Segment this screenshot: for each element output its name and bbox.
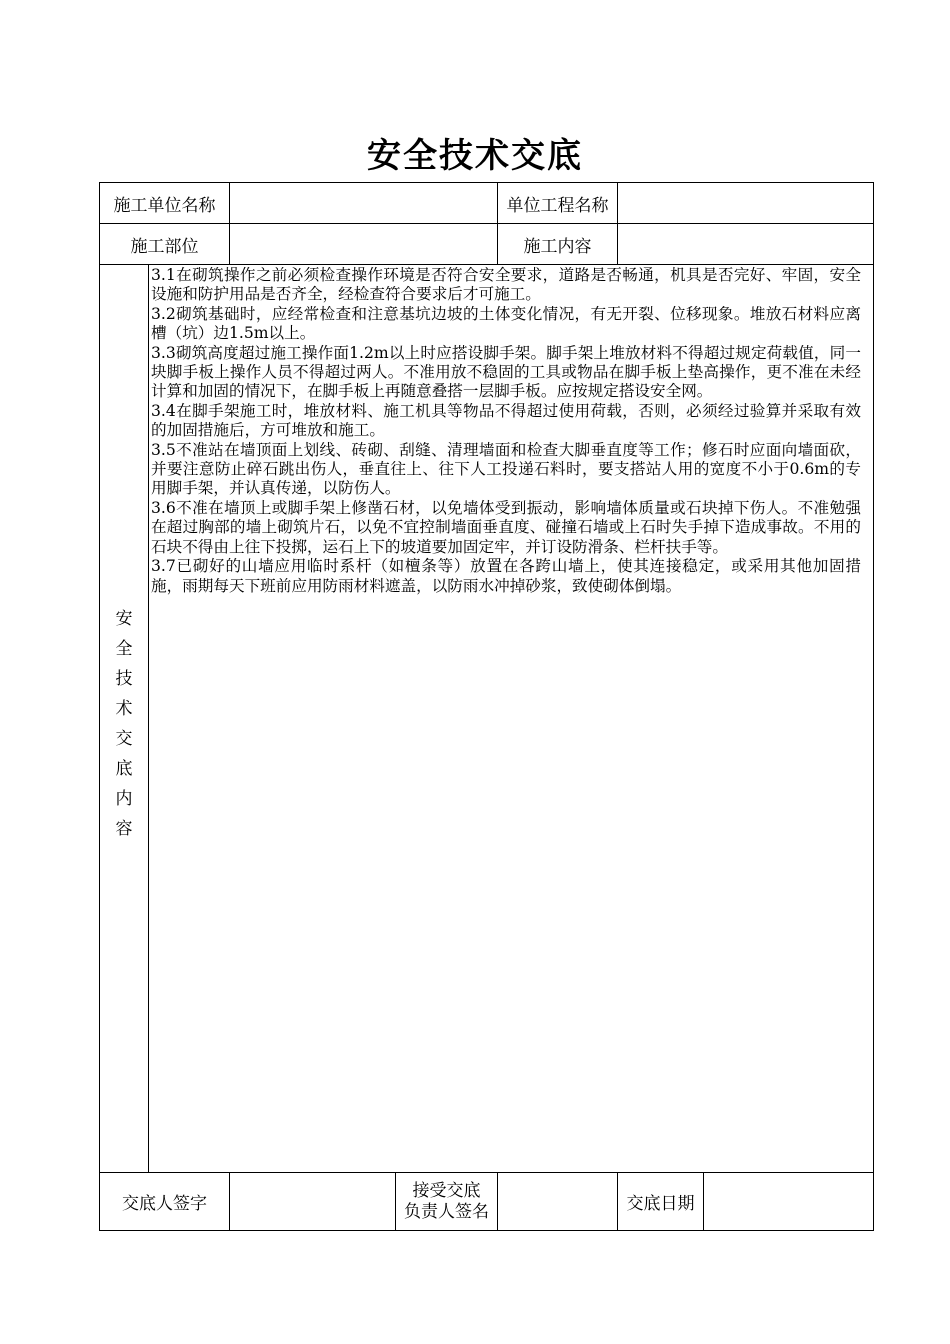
- page-title: 安全技术交底: [367, 136, 583, 176]
- content-paragraph: 3.4在脚手架施工时，堆放材料、施工机具等物品不得超过使用荷载，否则，必须经过验算并采取有效的加固措施后，方可堆放和施工。: [151, 401, 861, 440]
- side-label-char: 术: [115, 699, 133, 719]
- content-paragraph: 3.2砌筑基础时，应经常检查和注意基坑边坡的土体变化情况，有无开裂、位移现象。堆放石材料应离槽（坑）边1.5m以上。: [151, 304, 861, 343]
- side-label-char: 容: [115, 819, 133, 839]
- side-label-char: 底: [115, 759, 133, 779]
- construction-content-label: 施工内容: [523, 236, 592, 257]
- content-paragraph: 3.3砌筑高度超过施工操作面1.2m以上时应搭设脚手架。脚手架上堆放材料不得超过规定荷载值，同一块脚手板上操作人员不得超过两人。不准用放不稳固的工具或物品在脚手板上垫高操作，更不准在未经计算和加固的情况下，在脚手板上再随意叠搭一层脚手板。应按规定搭设安全网。: [151, 343, 861, 401]
- project-name-label: 单位工程名称: [506, 195, 609, 216]
- content-paragraph: 3.1在砌筑操作之前必须检查操作环境是否符合安全要求，道路是否畅通，机具是否完好、牢固，安全设施和防护用品是否齐全，经检查符合要求后才可施工。: [151, 266, 861, 304]
- construction-unit-label: 施工单位名称: [113, 195, 216, 216]
- receiver-signature-label: [396, 1173, 497, 1230]
- side-label-char: 全: [115, 639, 133, 659]
- side-label-char: 技: [115, 669, 133, 689]
- side-label-char: 内: [115, 789, 133, 809]
- column-divider: [148, 264, 149, 1172]
- safety-content-body: [151, 266, 861, 596]
- construction-content-field[interactable]: [618, 224, 873, 264]
- content-paragraph: 3.5不准站在墙顶面上划线、砖砌、刮缝、清理墙面和检查大脚垂直度等工作；修石时应面向墙面砍，并要注意防止碎石跳出伤人，垂直往上、往下人工投递石料时，要支搭站人用的宽度不小于0.6m的专用脚手架，并认真传递，以防伤人。: [151, 440, 861, 498]
- side-label-char: 交: [115, 729, 133, 749]
- handover-date-label: 交底日期: [626, 1194, 695, 1214]
- construction-unit-field[interactable]: [230, 183, 497, 223]
- content-paragraph: 3.7已砌好的山墙应用临时系杆（如檀条等）放置在各跨山墙上，使其连接稳定，或采用其他加固措施，雨期每天下班前应用防雨材料遮盖，以防雨水冲掉砂浆，致使砌体倒塌。: [151, 557, 861, 595]
- side-label-safety-content: [100, 604, 148, 844]
- handover-date-field[interactable]: [704, 1173, 873, 1230]
- receiver-signature-line2: 负责人签名: [404, 1201, 489, 1222]
- side-label-char: 安: [115, 609, 133, 629]
- construction-part-label: 施工部位: [130, 236, 199, 257]
- content-paragraph: 3.6不准在墙顶上或脚手架上修凿石材，以免墙体受到振动，影响墙体质量或石块掉下伤人。不准勉强在超过胸部的墙上砌筑片石，以免不宜控制墙面垂直度、碰撞石墙或上石时失手掉下造成事故。不用的石块不得由上往下投掷，运石上下的坡道要加固定牢，并订设防滑条、栏杆扶手等。: [151, 498, 861, 556]
- handover-signature-label: 交底人签字: [122, 1194, 207, 1214]
- receiver-signature-line1: 接受交底: [412, 1180, 481, 1201]
- handover-signature-field[interactable]: [230, 1173, 395, 1230]
- project-name-field[interactable]: [618, 183, 873, 223]
- receiver-signature-field[interactable]: [498, 1173, 617, 1230]
- construction-part-field[interactable]: [230, 224, 497, 264]
- row-divider: [99, 264, 874, 265]
